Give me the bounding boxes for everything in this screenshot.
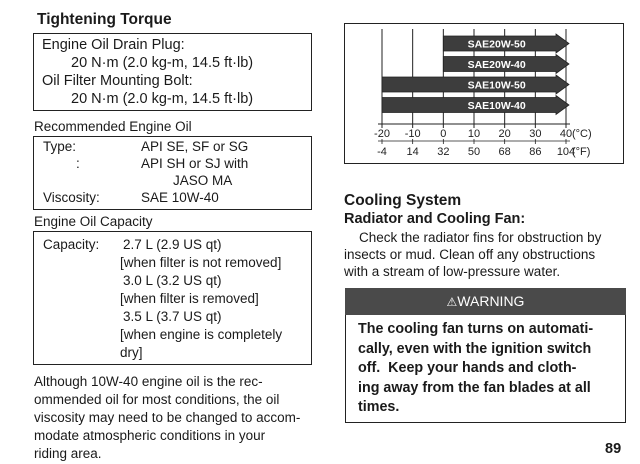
- torque-line-1: Engine Oil Drain Plug:: [42, 37, 185, 53]
- capacity-line-3: 3.0 L (3.2 US qt): [123, 273, 222, 288]
- viscosity-value: SAE 10W-40: [141, 190, 219, 205]
- tick-label-f: 104: [556, 146, 576, 158]
- chart-bar-label: SAE10W-50: [467, 79, 526, 92]
- recommended-oil-label: Recommended Engine Oil: [34, 119, 192, 134]
- torque-line-3: Oil Filter Mounting Bolt:: [42, 73, 193, 89]
- unit-label-f: (°F): [572, 146, 591, 158]
- tick-label-f: 50: [467, 146, 481, 158]
- torque-line-4: 20 N·m (2.0 kg-m, 14.5 ft·lb): [71, 91, 254, 107]
- tick-label-f: 68: [498, 146, 511, 158]
- viscosity-chart: [344, 23, 624, 164]
- page-number: 89: [605, 441, 622, 457]
- tick-label-f: -4: [377, 146, 387, 158]
- tick-label-c: -10: [404, 128, 421, 140]
- warning-header: [345, 288, 626, 315]
- tick-label-f: 14: [406, 146, 419, 158]
- oil-paragraph-line-5: riding area.: [34, 446, 102, 461]
- cooling-body-line-1: Check the radiator fins for obstruction by: [359, 230, 602, 245]
- tick-label-c: 0: [440, 128, 447, 140]
- tick-label-f: 86: [529, 146, 542, 158]
- type-value-1: API SE, SF or SG: [141, 139, 249, 154]
- cooling-body-line-2: insects or mud. Clean off any obstructions: [344, 247, 596, 262]
- torque-box: [33, 33, 312, 111]
- oil-capacity-label: Engine Oil Capacity: [34, 214, 153, 229]
- warning-line-3: off. Keep your hands and cloth-: [358, 360, 577, 376]
- tick-label-c: 10: [467, 128, 481, 140]
- subsection-title-radiator: Radiator and Cooling Fan:: [344, 211, 526, 227]
- capacity-line-6: [when engine is completely: [120, 327, 283, 342]
- chart-bar-label: SAE20W-50: [467, 38, 526, 51]
- tick-label-f: 32: [437, 146, 450, 158]
- warning-line-5: times.: [358, 399, 400, 415]
- warning-body: [345, 315, 626, 423]
- warning-line-2: cally, even with the ignition switch: [358, 340, 592, 357]
- chart-bars: [382, 34, 569, 115]
- type-value-3: JASO MA: [173, 173, 233, 188]
- viscosity-label: Viscosity:: [43, 190, 100, 205]
- oil-type-box: [33, 136, 312, 210]
- tick-label-c: 40: [559, 128, 573, 140]
- warning-line-1: The cooling fan turns on automati-: [358, 321, 594, 337]
- capacity-line-4: [when filter is removed]: [120, 291, 259, 306]
- capacity-box: [33, 231, 312, 365]
- capacity-line-2: [when filter is not removed]: [120, 255, 282, 270]
- warning-title: WARNING: [457, 293, 525, 309]
- warning-triangle-icon: ⚠: [446, 295, 458, 309]
- oil-paragraph-line-3: viscosity may need to be changed to accom-: [34, 410, 301, 425]
- torque-line-2: 20 N·m (2.0 kg-m, 14.5 ft·lb): [71, 55, 254, 71]
- tick-label-c: 30: [529, 128, 542, 140]
- oil-paragraph-line-1: Although 10W-40 engine oil is the rec-: [34, 374, 263, 389]
- tick-label-c: 20: [498, 128, 511, 140]
- oil-paragraph-line-2: ommended oil for most conditions, the oil: [34, 392, 280, 407]
- cooling-body-line-3: with a stream of low-pressure water.: [344, 264, 561, 279]
- type-colon: :: [76, 156, 80, 171]
- warning-line-4: ing away from the fan blades at all: [358, 379, 591, 396]
- section-title-tightening-torque: Tightening Torque: [37, 11, 172, 28]
- chart-bar-label: SAE20W-40: [467, 59, 526, 71]
- chart-ticks: [374, 124, 592, 158]
- type-value-2: API SH or SJ with: [141, 156, 249, 171]
- type-label: Type:: [43, 139, 77, 154]
- oil-paragraph-line-4: modate atmospheric conditions in your: [34, 428, 266, 443]
- unit-label-c: (°C): [572, 128, 592, 140]
- section-title-cooling-system: Cooling System: [344, 192, 462, 209]
- chart-bar-label: SAE10W-40: [467, 100, 526, 112]
- capacity-line-5: 3.5 L (3.7 US qt): [123, 309, 222, 324]
- capacity-line-7: dry]: [120, 345, 143, 360]
- capacity-line-1: 2.7 L (2.9 US qt): [123, 237, 222, 252]
- capacity-label: Capacity:: [43, 237, 100, 252]
- tick-label-c: -20: [374, 128, 390, 140]
